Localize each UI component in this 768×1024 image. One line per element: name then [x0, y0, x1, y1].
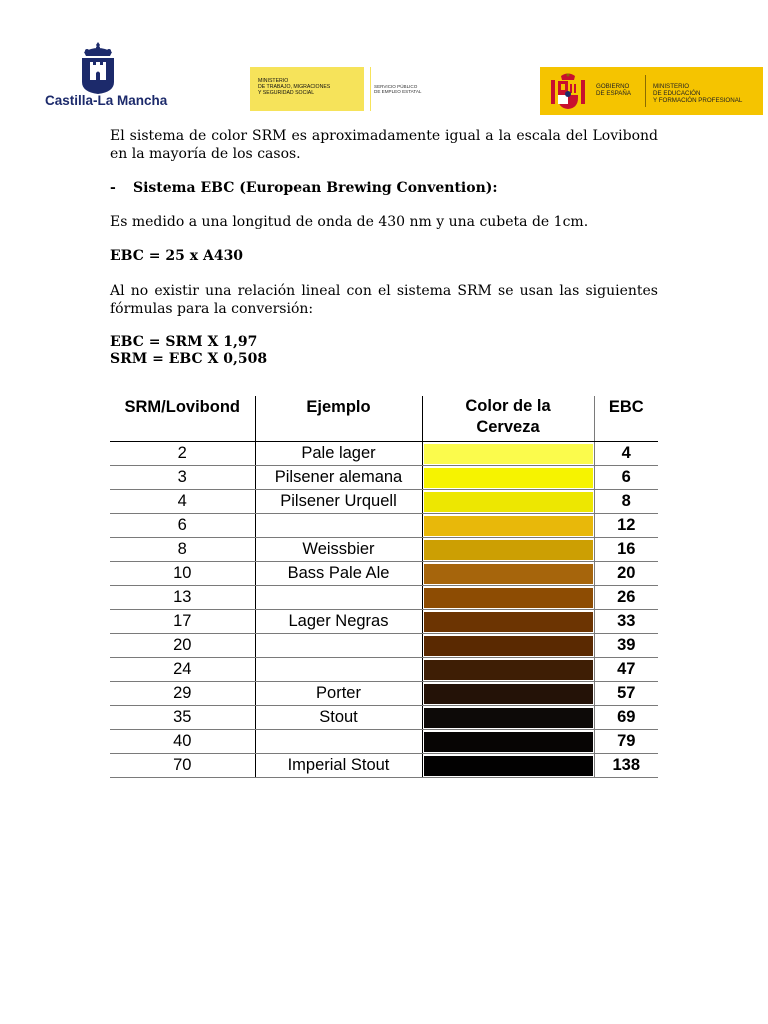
srm-value: 2: [110, 442, 255, 466]
srm-value: 35: [110, 706, 255, 730]
ministerio-educacion-line-3: Y FORMACIÓN PROFESIONAL: [653, 97, 743, 104]
beer-color-swatch: [424, 756, 593, 776]
ministerio-educacion-text: [653, 83, 758, 104]
table-row: [110, 754, 658, 778]
table-row: [110, 610, 658, 634]
ministerio-educacion-logo: [540, 67, 763, 115]
example-beer: Pilsener alemana: [255, 466, 422, 490]
example-beer: Lager Negras: [255, 610, 422, 634]
table-row: [110, 490, 658, 514]
ministerio-trabajo-divider: [364, 67, 370, 111]
beer-color-swatch: [424, 444, 593, 464]
sepe-line-2: DE EMPLEO ESTATAL: [374, 89, 422, 95]
beer-color-swatch: [424, 564, 593, 584]
srm-value: 29: [110, 682, 255, 706]
example-beer: Stout: [255, 706, 422, 730]
color-cell: [422, 706, 594, 730]
header-srm: SRM/Lovibond: [110, 396, 255, 442]
beer-color-swatch: [424, 732, 593, 752]
color-cell: [422, 514, 594, 538]
srm-ebc-color-table: [110, 396, 658, 778]
bullet-marker: -: [110, 180, 116, 196]
table-row: [110, 682, 658, 706]
ebc-value: 12: [594, 514, 658, 538]
color-cell: [422, 658, 594, 682]
example-beer: [255, 730, 422, 754]
srm-value: 13: [110, 586, 255, 610]
intro-paragraph: El sistema de color SRM es aproximadamente igual a la escala del Lovibond en la mayoría de los casos.: [110, 128, 658, 162]
beer-color-swatch: [424, 516, 593, 536]
srm-value: 40: [110, 730, 255, 754]
table-row: [110, 466, 658, 490]
ebc-value: 20: [594, 562, 658, 586]
header-ejemplo: Ejemplo: [255, 396, 422, 442]
beer-color-swatch: [424, 708, 593, 728]
srm-value: 24: [110, 658, 255, 682]
ebc-value: 79: [594, 730, 658, 754]
castilla-la-mancha-emblem-icon: [78, 42, 118, 94]
header-color: Color de la Cerveza: [422, 396, 594, 442]
ebc-value: 39: [594, 634, 658, 658]
example-beer: Pale lager: [255, 442, 422, 466]
ebc-value: 33: [594, 610, 658, 634]
example-beer: Weissbier: [255, 538, 422, 562]
ebc-value: 138: [594, 754, 658, 778]
srm-value: 4: [110, 490, 255, 514]
table-row: [110, 442, 658, 466]
table-row: [110, 586, 658, 610]
ministerio-educacion-line-2: DE EDUCACIÓN: [653, 90, 701, 97]
beer-color-swatch: [424, 684, 593, 704]
beer-color-swatch: [424, 612, 593, 632]
formula-ebc-to-srm: SRM = EBC X 0,508: [110, 351, 268, 367]
color-cell: [422, 754, 594, 778]
formula-ebc: EBC = 25 x A430: [110, 248, 244, 264]
example-beer: [255, 634, 422, 658]
ministerio-trabajo-logo: [250, 67, 424, 111]
color-cell: [422, 730, 594, 754]
table-row: [110, 730, 658, 754]
ebc-value: 69: [594, 706, 658, 730]
measure-paragraph: Es medido a una longitud de onda de 430 nm y una cubeta de 1cm.: [110, 214, 589, 230]
table-body: [110, 442, 658, 778]
ministerio-trabajo-text: [258, 78, 364, 97]
color-cell: [422, 466, 594, 490]
beer-color-swatch: [424, 588, 593, 608]
srm-value: 20: [110, 634, 255, 658]
ebc-heading-text: Sistema EBC (European Brewing Convention):: [133, 180, 498, 196]
example-beer: Porter: [255, 682, 422, 706]
gobierno-espana-text: [596, 83, 644, 97]
beer-color-swatch: [424, 468, 593, 488]
color-cell: [422, 562, 594, 586]
beer-color-swatch: [424, 660, 593, 680]
beer-color-swatch: [424, 636, 593, 656]
table-header-row: [110, 396, 658, 442]
srm-value: 3: [110, 466, 255, 490]
ebc-section-heading: [110, 179, 658, 197]
ministerio-trabajo-line-3: Y SEGURIDAD SOCIAL: [258, 90, 315, 97]
spain-coat-of-arms-icon: [550, 72, 586, 110]
example-beer: [255, 586, 422, 610]
castilla-la-mancha-logo-text: Castilla-La Mancha: [45, 93, 168, 108]
ebc-value: 26: [594, 586, 658, 610]
table-row: [110, 706, 658, 730]
srm-value: 6: [110, 514, 255, 538]
table-row: [110, 562, 658, 586]
table-row: [110, 538, 658, 562]
srm-value: 17: [110, 610, 255, 634]
ministerio-trabajo-line-1: MINISTERIO: [258, 78, 289, 84]
srm-value: 8: [110, 538, 255, 562]
ministerio-trabajo-line-2: DE TRABAJO, MIGRACIONES: [258, 84, 331, 91]
color-cell: [422, 610, 594, 634]
table-row: [110, 514, 658, 538]
sepe-line-1: SERVICIO PÚBLICO: [374, 84, 418, 89]
ebc-value: 57: [594, 682, 658, 706]
srm-value: 70: [110, 754, 255, 778]
formula-srm-to-ebc: EBC = SRM X 1,97: [110, 334, 258, 350]
color-cell: [422, 634, 594, 658]
beer-color-swatch: [424, 492, 593, 512]
header-ebc: EBC: [594, 396, 658, 442]
ministerio-educacion-line-1: MINISTERIO: [653, 83, 690, 90]
srm-value: 10: [110, 562, 255, 586]
ebc-value: 47: [594, 658, 658, 682]
example-beer: Pilsener Urquell: [255, 490, 422, 514]
ministerio-educacion-divider: [645, 75, 646, 107]
example-beer: [255, 514, 422, 538]
ebc-value: 6: [594, 466, 658, 490]
example-beer: [255, 658, 422, 682]
ebc-value: 16: [594, 538, 658, 562]
ebc-value: 8: [594, 490, 658, 514]
color-cell: [422, 538, 594, 562]
color-cell: [422, 682, 594, 706]
example-beer: Bass Pale Ale: [255, 562, 422, 586]
gobierno-line-2: DE ESPAÑA: [596, 90, 631, 97]
table-row: [110, 634, 658, 658]
ebc-value: 4: [594, 442, 658, 466]
color-cell: [422, 490, 594, 514]
beer-color-swatch: [424, 540, 593, 560]
table-row: [110, 658, 658, 682]
gobierno-line-1: GOBIERNO: [596, 83, 630, 90]
color-cell: [422, 586, 594, 610]
sepe-text: [371, 67, 424, 111]
color-cell: [422, 442, 594, 466]
conversion-paragraph: Al no existir una relación lineal con el sistema SRM se usan las siguientes fórmulas para la conversión:: [110, 283, 658, 317]
example-beer: Imperial Stout: [255, 754, 422, 778]
